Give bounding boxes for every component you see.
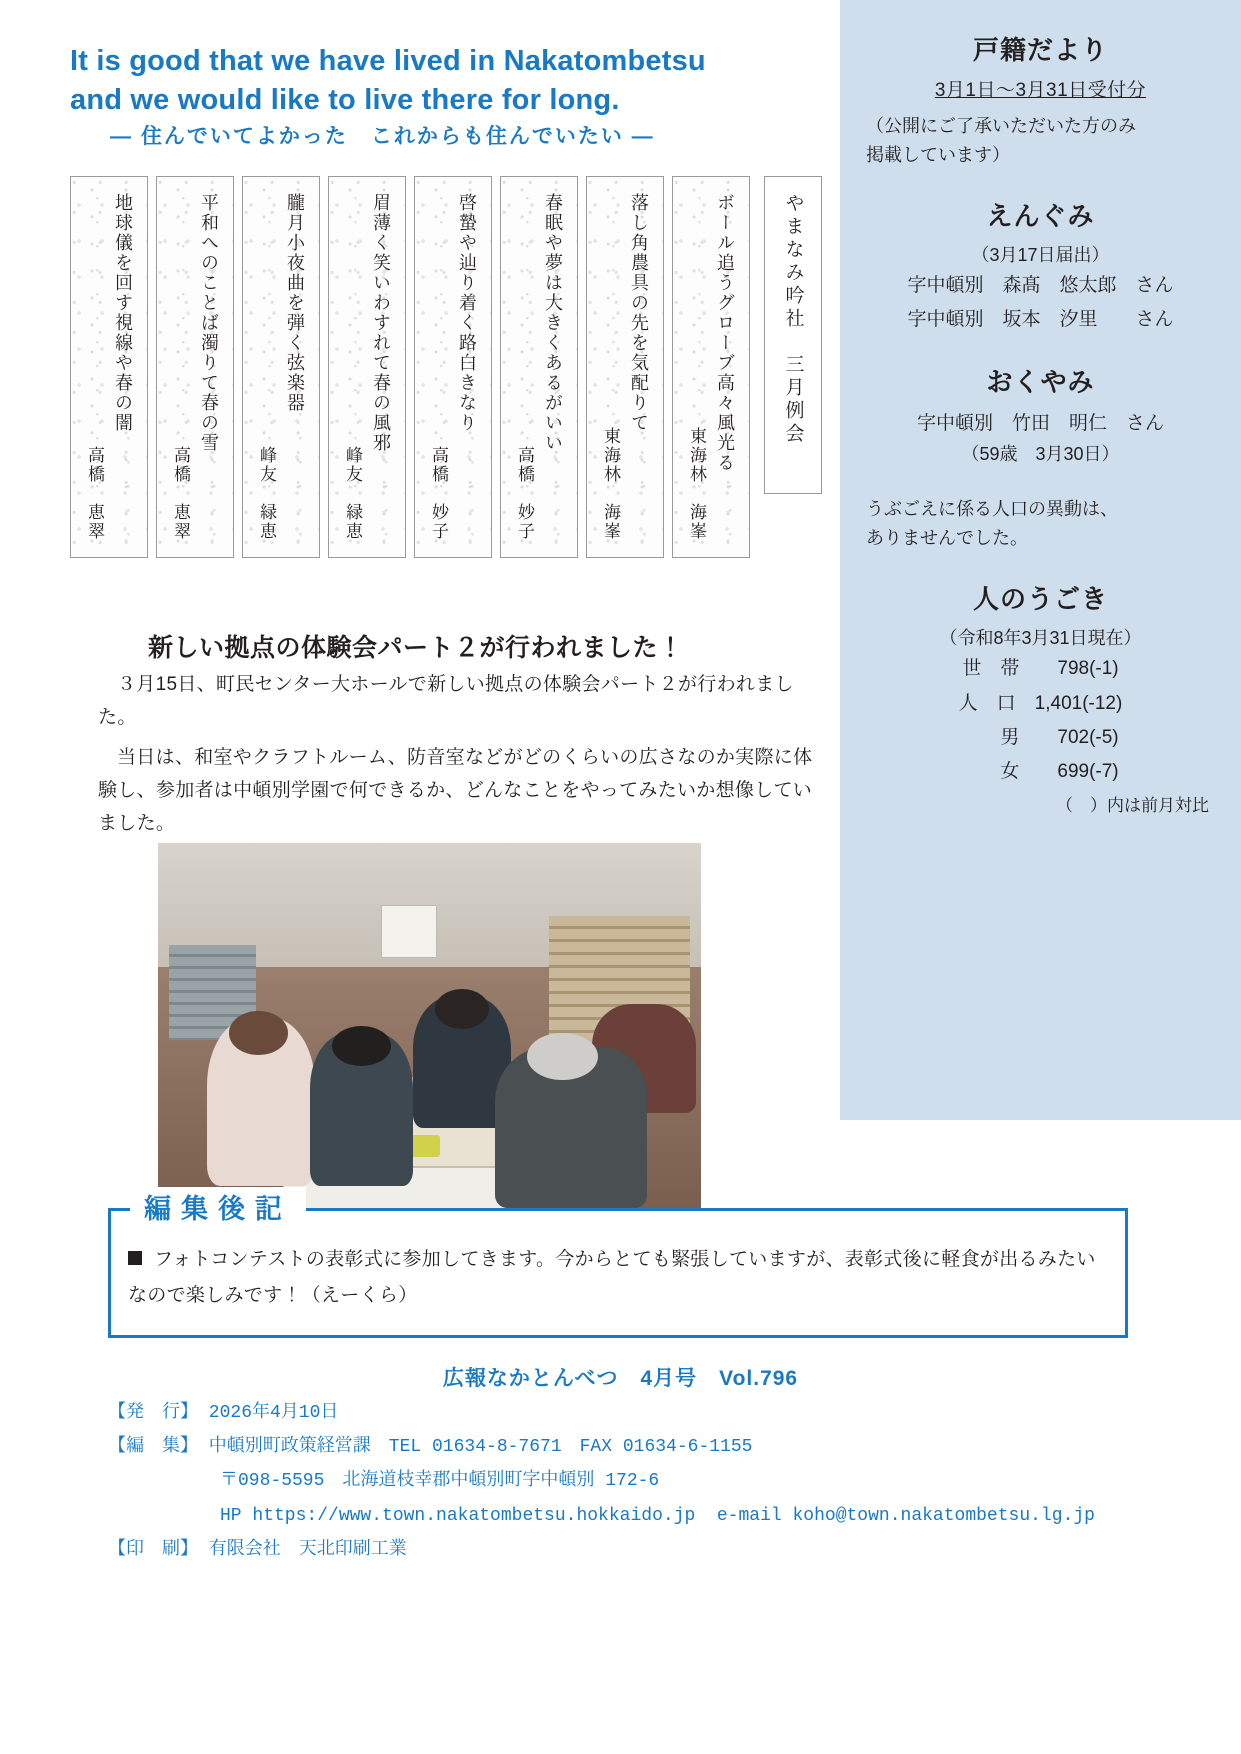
haiku-text: 平和へのことば濁りて春の雪 (199, 193, 219, 453)
haiku-author: 高橋 妙子 (515, 446, 534, 541)
haiku-text: 眉薄く笑いわすれて春の風邪 (371, 193, 391, 453)
population-row-total: 人 口 1,401(-12) (958, 692, 1123, 714)
haiku-card (672, 176, 750, 558)
haiku-author: 峰友 緑恵 (343, 446, 362, 541)
footer-row-address: 〒098-5595 北海道枝幸郡中頓別町字中頓別 172-6 (220, 1471, 660, 1492)
haiku-author: 東海林 海峯 (601, 427, 620, 541)
headline-line-2: and we would like to live there for long. (70, 84, 620, 117)
population-heading: 人のうごき (972, 583, 1108, 614)
photo-person-head (229, 1011, 289, 1055)
haiku-card (414, 176, 492, 558)
engumi-entry: 字中頓別 坂本 汐里 さん (907, 308, 1174, 330)
koseki-period: 3月1日〜3月31日受付分 (934, 80, 1147, 101)
sidebar-section-okuyami (866, 362, 1215, 469)
article-paragraph: 当日は、和室やクラフトルーム、防音室などがどのくらいの広さなのか実際に体験し、参加者は中頓別学園で何できるか、どんなことをやってみたいか想像していました。 (98, 746, 813, 834)
haiku-collection (62, 176, 822, 564)
haiku-author: 峰友 緑恵 (257, 446, 276, 541)
footer-row-printer: 【印 刷】 有限会社 天北印刷工業 (108, 1539, 407, 1560)
photo-person-head (435, 989, 489, 1029)
haiku-author: 高橋 恵翠 (85, 446, 104, 541)
population-asof: （令和8年3月31日現在） (939, 627, 1142, 648)
article-paragraph: ３月15日、町民センター大ホールで新しい拠点の体験会パート２が行われました。 (98, 674, 794, 729)
population-row-households: 世 帯 798(-1) (962, 658, 1119, 680)
haiku-card (70, 176, 148, 558)
okuyami-detail: （59歳 3月30日） (961, 444, 1120, 465)
haiku-card (328, 176, 406, 558)
haiku-card (500, 176, 578, 558)
sidebar-section-population (866, 579, 1215, 817)
footer-row-issue: 【発 行】 2026年4月10日 (108, 1403, 339, 1423)
footer-row-editor: 【編 集】 中頓別町政策経営課 TEL 01634-8-7671 FAX 01634-6-1155 (108, 1437, 753, 1458)
haiku-author: 高橋 妙子 (429, 446, 448, 541)
article-photo (158, 843, 701, 1208)
editors-note-title: 編集後記 (130, 1187, 306, 1226)
headline-line-1: It is good that we have lived in Nakatombetsu (70, 45, 706, 77)
sidebar-section-engumi (866, 196, 1215, 336)
haiku-card (242, 176, 320, 558)
haiku-text: 春眠や夢は大きくあるがいい (543, 193, 563, 453)
square-bullet-icon (128, 1251, 142, 1265)
photo-room-sign (381, 905, 437, 958)
photo-person-head (332, 1026, 392, 1066)
page-headline-jp: ― 住んでいてよかった これからも住んでいたい ― (110, 125, 655, 148)
footer-publication-title: 広報なかとんべつ 4月号 Vol.796 (442, 1367, 799, 1390)
koseki-heading: 戸籍だより (972, 35, 1108, 65)
okuyami-heading: おくやみ (986, 366, 1095, 397)
haiku-text: ボール追うグローブ高々風光る (715, 193, 735, 473)
engumi-heading: えんぐみ (986, 200, 1095, 231)
haiku-title-text: やまなみ吟社 三月例会 (782, 193, 804, 446)
page-headline-en (70, 42, 830, 120)
population-row-male: 男 702(-5) (962, 726, 1119, 748)
population-note: （ ）内は前月対比 (1056, 796, 1209, 816)
footer-row-web: HP https://www.town.nakatombetsu.hokkaido.jp e-mail koho@town.nakatombetsu.lg.jp (220, 1505, 1095, 1526)
haiku-text: 啓蟄や辿り着く路白きなり (457, 193, 477, 433)
engumi-entry: 字中頓別 森髙 悠太郎 さん (907, 275, 1174, 297)
sidebar-section-koseki (866, 30, 1215, 170)
haiku-author: 東海林 海峯 (687, 427, 706, 541)
ubugoe-line-2: ありませんでした。 (866, 527, 1028, 548)
koseki-note-line-2: 掲載しています） (866, 144, 1010, 165)
sidebar-panel (840, 0, 1241, 1120)
haiku-text: 朧月小夜曲を弾く弦楽器 (285, 193, 305, 413)
koseki-note-line-1: （公開にご了承いただいた方のみ (866, 116, 1136, 136)
editors-note-text: フォトコンテストの表彰式に参加してきます。今からとても緊張していますが、表彰式後に軽食が出るみたいなので楽しみです！（えーくら） (128, 1249, 1096, 1307)
haiku-card (586, 176, 664, 558)
haiku-author: 高橋 恵翠 (171, 446, 190, 541)
okuyami-entry: 字中頓別 竹田 明仁 さん (916, 412, 1164, 434)
footer-colophon (108, 1396, 1168, 1567)
sidebar-section-ubugoe (866, 495, 1215, 553)
haiku-text: 地球儀を回す視線や春の闇 (113, 193, 133, 433)
haiku-card (156, 176, 234, 558)
article-body (98, 668, 826, 846)
engumi-date: （3月17日届出） (971, 244, 1110, 265)
ubugoe-line-1: うぶごえに係る人口の異動は、 (866, 498, 1118, 519)
population-row-female: 女 699(-7) (962, 760, 1119, 782)
photo-person-head (527, 1033, 598, 1080)
haiku-text: 落し角農具の先を気配りて (629, 193, 649, 433)
article-title: 新しい拠点の体験会パート２が行われました！ (148, 634, 684, 662)
editors-note-body (128, 1242, 1108, 1314)
haiku-title-card (764, 176, 822, 494)
